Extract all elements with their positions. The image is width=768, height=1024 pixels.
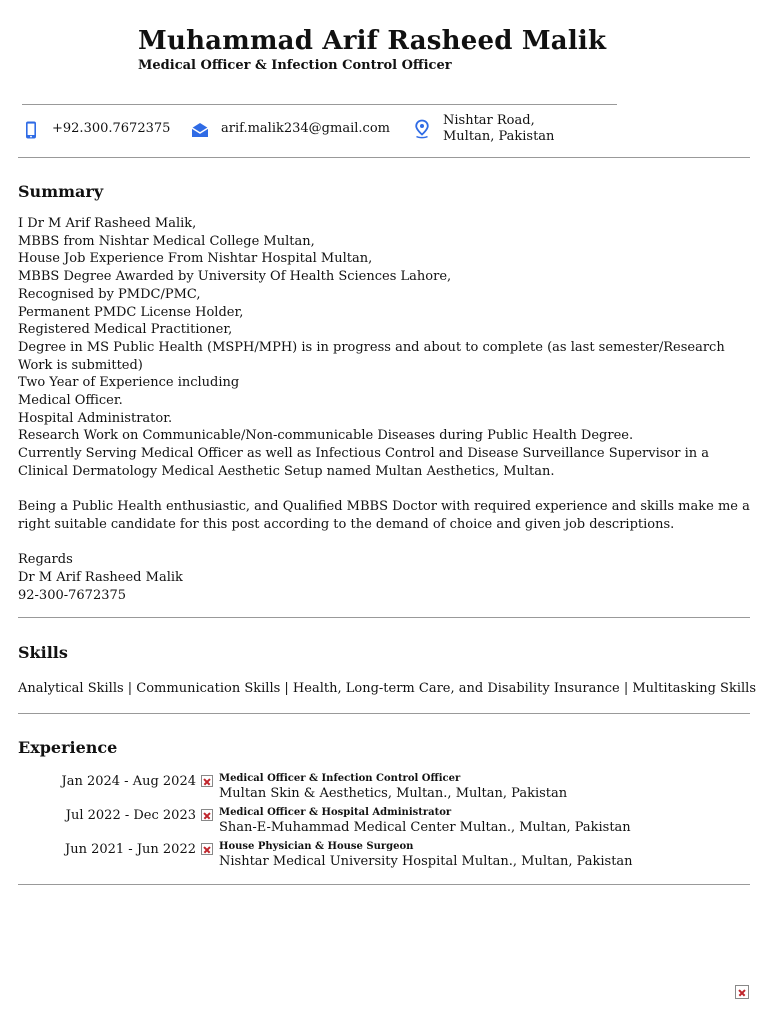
experience-item [18,806,748,840]
envelope-icon [191,121,209,139]
summary-line: Work is submitted) [18,357,143,373]
closing-line: 92-300-7672375 [18,587,127,603]
summary-line: Research Work on Communicable/Non-communicable Diseases during Public Health Degree. [18,428,634,444]
summary-line: I Dr M Arif Rasheed Malik, [18,216,197,231]
closing-line: Dr M Arif Rasheed Malik [18,570,183,586]
experience-divider [18,884,750,885]
experience-org: Multan Skin & Aesthetics, Multan., Multan, Pakistan [219,786,568,801]
skills-divider [18,713,750,714]
candidate-headline: Medical Officer & Infection Control Officer [138,58,452,73]
summary-line: Registered Medical Practitioner, [18,322,233,338]
experience-org: Shan-E-Muhammad Medical Center Multan., Multan, Pakistan [219,820,631,835]
contact-address [413,113,583,145]
contact-bar [22,112,752,150]
summary-heading: Summary [18,182,104,201]
broken-image-icon [735,985,749,999]
contact-phone[interactable] [22,121,170,139]
contact-divider [18,157,750,158]
experience-title: Medical Officer & Infection Control Officer [219,773,461,784]
summary-line: Degree in MS Public Health (MSPH/MPH) is in progress and about to complete (as last semester/Research [18,339,725,355]
experience-title: Medical Officer & Hospital Administrator [219,807,452,818]
contact-email[interactable] [191,121,390,139]
summary-line: Currently Serving Medical Officer as well as Infectious Control and Disease Surveillance Supervisor in a [18,446,710,462]
experience-title: House Physician & House Surgeon [219,841,414,852]
summary-divider [18,617,750,618]
phone-number: +92.300.7672375 [52,121,171,136]
skills-list: Analytical Skills | Communication Skills | Health, Long-term Care, and Disability Insurance | Multitasking Skills [18,681,756,696]
header-divider [22,104,617,105]
experience-item [18,840,748,874]
summary-line: Clinical Dermatology Medical Aesthetic Setup named Multan Aesthetics, Multan. [18,463,555,479]
summary-line: MBBS Degree Awarded by University Of Health Sciences Lahore, [18,269,452,285]
paragraph-gap [18,534,748,552]
experience-heading: Experience [18,738,118,757]
experience-item [18,772,748,806]
paragraph-gap [18,481,748,499]
broken-image-icon [201,809,213,821]
summary-line: MBBS from Nishtar Medical College Multan, [18,233,315,249]
resume-header [138,24,738,74]
summary-line: right suitable candidate for this post according to the demand of choice and given job descriptions. [18,516,675,532]
summary-line: Permanent PMDC License Holder, [18,304,244,320]
skills-heading: Skills [18,643,68,662]
location-pin-icon [413,119,431,137]
summary-line: Being a Public Health enthusiastic, and Qualified MBBS Doctor with required experience and skills make me a [18,499,750,515]
experience-org: Nishtar Medical University Hospital Multan., Multan, Pakistan [219,854,633,869]
summary-line: Recognised by PMDC/PMC, [18,286,201,302]
address: Nishtar Road, Multan, Pakistan [443,113,555,144]
phone-icon [22,121,40,139]
closing-line: Regards [18,552,73,568]
experience-dates: Jan 2024 - Aug 2024 [61,774,196,789]
experience-dates: Jul 2022 - Dec 2023 [65,808,196,823]
experience-dates: Jun 2021 - Jun 2022 [64,842,196,857]
summary-line: Hospital Administrator. [18,410,173,426]
experience-list [18,772,748,874]
candidate-name: Muhammad Arif Rasheed Malik [138,26,607,56]
broken-image-icon [201,843,213,855]
summary-line: Medical Officer. [18,393,123,409]
summary-line: Two Year of Experience including [18,375,240,391]
summary-body [18,215,748,604]
summary-line: House Job Experience From Nishtar Hospital Multan, [18,251,373,267]
email-address: arif.malik234@gmail.com [221,121,390,136]
broken-image-icon [201,775,213,787]
